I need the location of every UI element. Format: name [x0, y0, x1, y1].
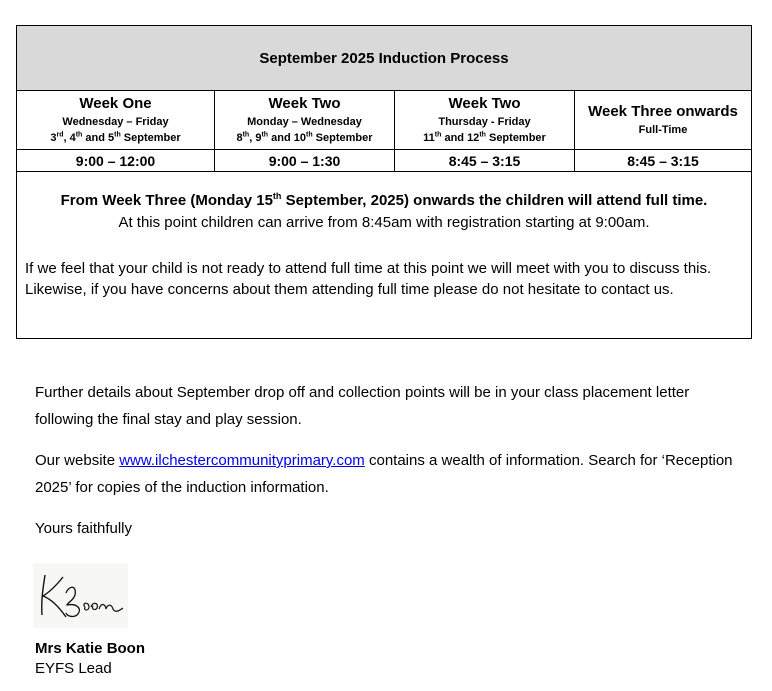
readiness-paragraph: If we feel that your child is not ready to attend full time at this point we will meet with you to discuss this. Likewise, if you have concerns about them attending full time please do not hesitate to contact us. [25, 260, 712, 298]
website-link[interactable]: www.ilchestercommunityprimary.com [119, 452, 365, 469]
date-number: 11 [423, 132, 435, 144]
notice-sup: th [272, 191, 282, 201]
date-number: 5 [108, 132, 115, 144]
signatory-role: EYFS Lead [35, 660, 112, 677]
arrival-notice: At this point children can arrive from 8:45am with registration starting at 9:00am. [118, 214, 650, 231]
date-ordinal: th [305, 131, 313, 139]
date-ordinal: th [114, 131, 121, 139]
days-label: Thursday - Friday [438, 116, 531, 128]
notice-part-b: September, 2025) onwards the children will attend full time. [281, 192, 708, 209]
column-header-week-three [575, 91, 751, 149]
date-number: 4 [69, 132, 76, 144]
date-ordinal: th [479, 131, 486, 139]
days-label: Monday – Wednesday [247, 116, 362, 128]
date-ordinal: th [242, 131, 250, 139]
time-cell: 8:45 – 3:15 [395, 149, 575, 171]
date-ordinal: rd [56, 131, 64, 139]
column-header-week-two-b [395, 91, 575, 149]
date-sep: September [120, 132, 181, 144]
closing-text: Yours faithfully [35, 520, 133, 537]
website-paragraph [35, 447, 735, 501]
week-label: Week Two [448, 95, 521, 112]
signature-image [33, 563, 128, 628]
date-ordinal: th [434, 131, 442, 139]
date-ordinal: th [75, 131, 83, 139]
signatory-name: Mrs Katie Boon [35, 640, 146, 657]
dates-label [423, 130, 546, 146]
time-cell: 8:45 – 3:15 [575, 149, 751, 171]
week-label: Week Three onwards [588, 103, 738, 120]
date-number: 10 [293, 132, 306, 144]
date-sep: and [82, 132, 108, 144]
days-label: Full-Time [638, 124, 688, 136]
date-sep: September [312, 132, 373, 144]
date-number: 12 [467, 132, 480, 144]
column-header-week-two-a [215, 91, 395, 149]
signature [33, 563, 128, 628]
table-title: September 2025 Induction Process [17, 26, 751, 91]
website-text-b: contains a wealth of information. Search for ‘Reception 2025’ for copies of the induction information. [35, 452, 733, 496]
column-header-week-one [17, 91, 215, 149]
table-notes [17, 171, 751, 298]
date-sep: September [485, 132, 546, 144]
date-sep: , [63, 132, 70, 144]
drop-off-paragraph: Further details about September drop off and collection points will be in your class placement letter following the final stay and play session. [35, 384, 690, 428]
full-time-notice [17, 192, 751, 209]
date-sep: and [441, 132, 468, 144]
date-number: 8 [236, 132, 243, 144]
time-cell: 9:00 – 12:00 [17, 149, 215, 171]
dates-label [50, 130, 180, 146]
notice-part-a: From Week Three (Monday 15 [60, 192, 273, 209]
date-ordinal: th [261, 131, 269, 139]
week-label: Week Two [268, 95, 341, 112]
date-sep: and [268, 132, 294, 144]
date-sep: , [249, 132, 256, 144]
website-text-a: Our website [35, 452, 120, 469]
date-number: 9 [255, 132, 262, 144]
days-label: Wednesday – Friday [62, 116, 169, 128]
date-number: 3 [50, 132, 57, 144]
week-label: Week One [79, 95, 152, 112]
induction-table [16, 25, 752, 339]
time-cell: 9:00 – 1:30 [215, 149, 395, 171]
dates-label [236, 130, 372, 146]
